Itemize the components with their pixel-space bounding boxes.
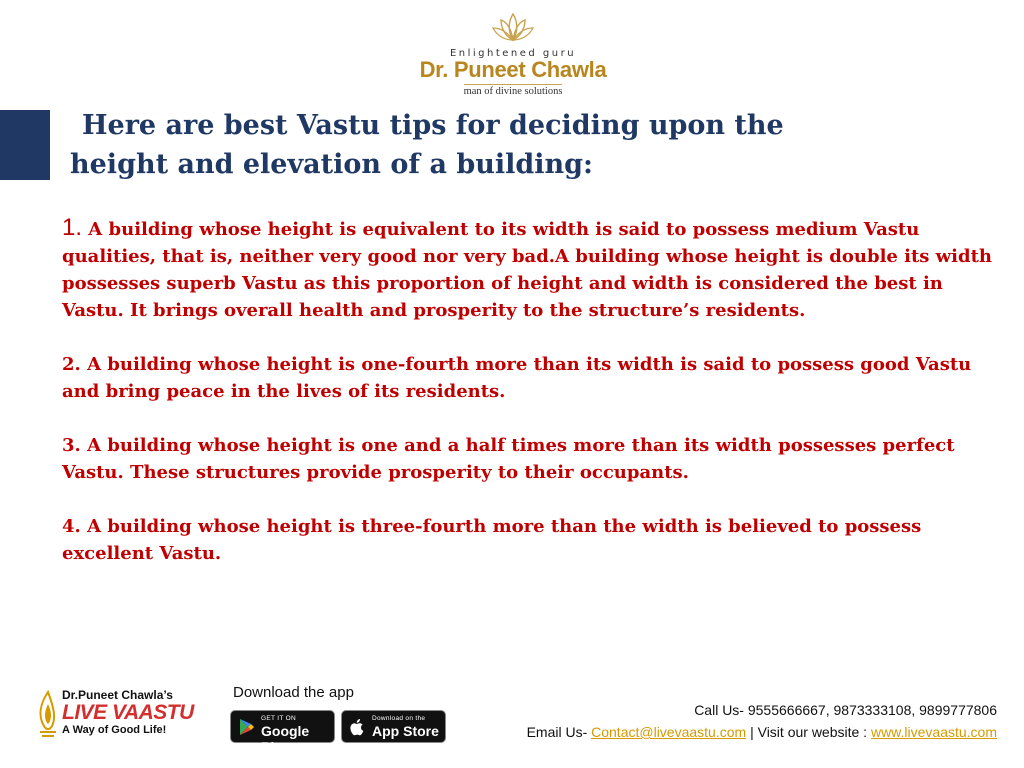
google-play-small-label: GET IT ON <box>261 715 296 722</box>
google-play-button[interactable] <box>230 710 335 755</box>
tip-item <box>62 351 997 405</box>
tip-text: A building whose height is equivalent to its width is said to possess medium Vastu qualities, that is, neither very good nor very bad.A building whose height is double its width possesses superb Vastu as this proportion of height and width is considered the best in Vastu. It brings overall health and prosperity to the structure’s residents. <box>62 219 992 321</box>
tip-item <box>62 214 997 324</box>
app-store-small-label: Download on the <box>372 715 426 722</box>
apple-icon <box>350 718 365 736</box>
download-label: Download the app <box>233 684 354 701</box>
page-title <box>70 106 970 184</box>
website-label: | Visit our website : <box>746 724 871 740</box>
tip-number: 4. <box>62 516 81 537</box>
tip-number: 3. <box>62 435 81 456</box>
email-link[interactable]: Contact@livevaastu.com <box>591 724 747 740</box>
website-link[interactable]: www.livevaastu.com <box>870 724 997 740</box>
tip-number: 2. <box>62 354 81 375</box>
accent-bar <box>0 110 50 180</box>
brand-byline: Dr.Puneet Chawla’s <box>62 688 173 702</box>
email-info <box>527 724 997 740</box>
header-brand-name: Dr. Puneet Chawla <box>419 57 607 82</box>
tip-item <box>62 432 997 486</box>
live-vaastu-logo <box>36 686 206 746</box>
tip-text: A building whose height is three-fourth more than the width is believed to possess excellent Vastu. <box>62 516 922 564</box>
tip-text: A building whose height is one-fourth more than its width is said to possess good Vastu and bring peace in the lives of its residents. <box>62 354 972 402</box>
tip-text: A building whose height is one and a half times more than its width possesses perfect Vastu. These structures provide prosperity to their occupants. <box>62 435 955 483</box>
page-title-line-1: Here are best Vastu tips for deciding upon the <box>82 110 784 141</box>
google-play-label: Google Play <box>261 723 310 755</box>
call-info: Call Us- 9555666667, 9873333108, 9899777806 <box>694 702 997 718</box>
app-store-button[interactable] <box>341 710 446 743</box>
app-store-label: App Store <box>372 723 439 739</box>
tip-number: 1. <box>62 214 83 241</box>
google-play-icon <box>239 718 255 736</box>
header-logo <box>418 12 608 102</box>
header-tagline: Enlightened guru <box>449 48 577 59</box>
tips-list <box>62 214 997 594</box>
lotus-icon <box>491 12 535 46</box>
tip-item <box>62 513 997 567</box>
page-title-line-2: height and elevation of a building: <box>70 149 593 180</box>
email-label: Email Us- <box>526 724 592 740</box>
brand-tagline: A Way of Good Life! <box>62 724 167 736</box>
flame-icon <box>36 690 60 742</box>
brand-name: LIVE VAASTU <box>62 701 194 724</box>
header-subtitle: man of divine solutions <box>463 86 563 97</box>
